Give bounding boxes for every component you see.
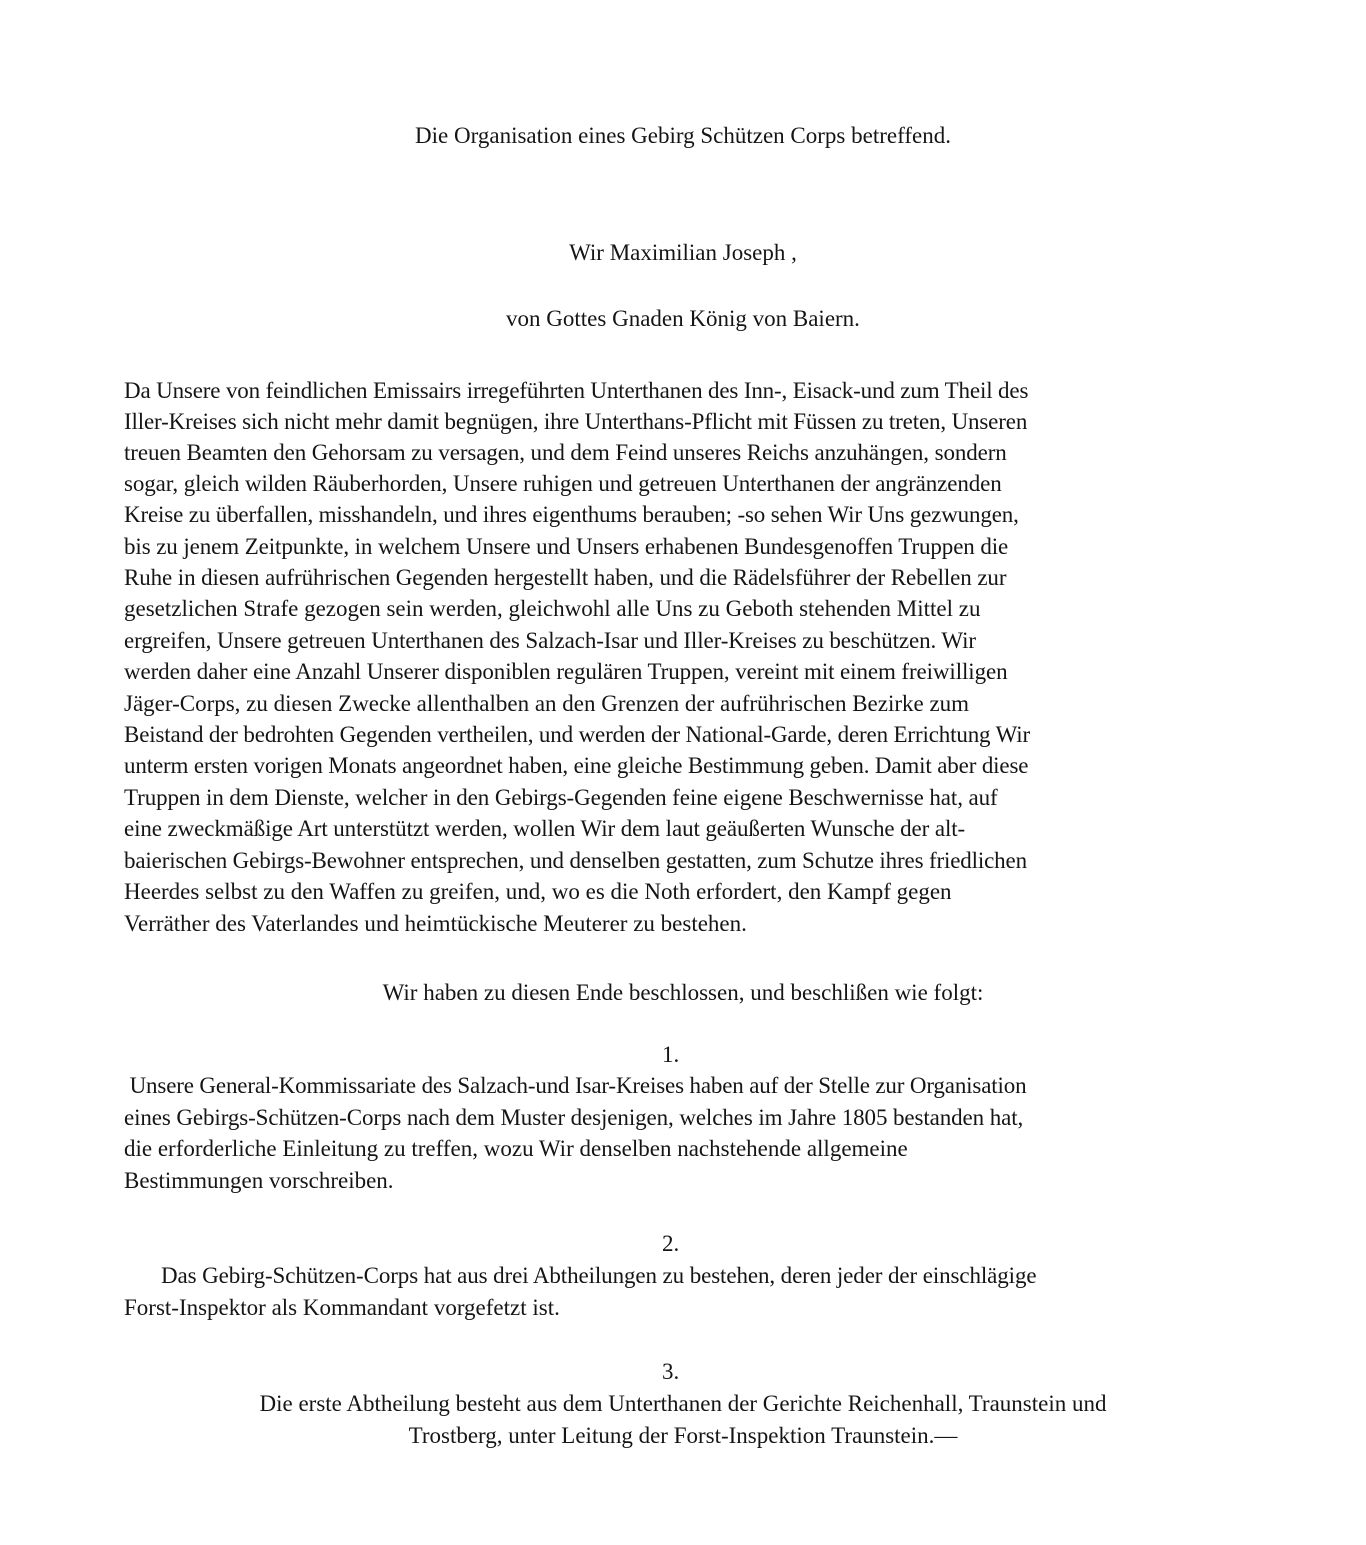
ruler-style: von Gottes Gnaden König von Baiern.: [506, 306, 860, 331]
preamble-line: Jäger-Corps, zu diesen Zwecke allenthalben an den Grenzen der aufrührischen Bezirke zum: [124, 691, 970, 716]
preamble-line: werden daher eine Anzahl Unserer disponiblen regulären Truppen, vereint mit einem freiwilligen: [124, 659, 1008, 684]
preamble-line: ergreifen, Unsere getreuen Unterthanen des Salzach-Isar und Iller-Kreises zu beschützen. Wir: [124, 628, 976, 653]
article-line: eines Gebirgs-Schützen-Corps nach dem Muster desjenigen, welches im Jahre 1805 bestanden hat,: [124, 1105, 1024, 1130]
article-line: Die erste Abtheilung besteht aus dem Unterthanen der Gerichte Reichenhall, Traunstein und: [259, 1391, 1107, 1416]
article-line: die erforderliche Einleitung zu treffen, wozu Wir denselben nachstehende allgemeine: [124, 1136, 908, 1161]
article-number: 3.: [662, 1359, 680, 1384]
preamble-line: gesetzlichen Strafe gezogen sein werden, gleichwohl alle Uns zu Geboth stehenden Mittel zu: [124, 596, 981, 621]
preamble-line: Da Unsere von feindlichen Emissairs irregeführten Unterthanen des Inn-, Eisack-und zum Theil des: [124, 378, 1029, 403]
preamble-line: Beistand der bedrohten Gegenden vertheilen, und werden der National-Garde, deren Errichtung Wir: [124, 722, 1030, 747]
preamble-line: Kreise zu überfallen, misshandeln, und ihres eigenthums berauben; -so sehen Wir Uns gezwungen,: [124, 502, 1019, 527]
document-subject: Die Organisation eines Gebirg Schützen Corps betreffend.: [415, 123, 951, 148]
preamble-line: Verräther des Vaterlandes und heimtückische Meuterer zu bestehen.: [124, 911, 747, 936]
preamble-line: baierischen Gebirgs-Bewohner entsprechen, und denselben gestatten, zum Schutze ihres friedlichen: [124, 848, 1027, 873]
article-line: Unsere General-Kommissariate des Salzach-und Isar-Kreises haben auf der Stelle zur Organisation: [124, 1073, 1027, 1098]
preamble-line: treuen Beamten den Gehorsam zu versagen, und dem Feind unseres Reichs anzuhängen, sondern: [124, 440, 1007, 465]
article-line: Trostberg, unter Leitung der Forst-Inspektion Traunstein.—: [408, 1423, 958, 1448]
preamble-line: unterm ersten vorigen Monats angeordnet haben, eine gleiche Bestimmung geben. Damit aber diese: [124, 753, 1029, 778]
preamble-line: eine zweckmäßige Art unterstützt werden, wollen Wir dem laut geäußerten Wunsche der alt-: [124, 816, 966, 841]
article-line: Bestimmungen vorschreiben.: [124, 1168, 394, 1193]
preamble-line: Ruhe in diesen aufrührischen Gegenden hergestellt haben, und die Rädelsführer der Rebellen zur: [124, 565, 1007, 590]
article-line: Forst-Inspektor als Kommandant vorgefetzt ist.: [124, 1295, 560, 1320]
preamble-line: sogar, gleich wilden Räuberhorden, Unsere ruhigen und getreuen Unterthanen der angränzenden: [124, 471, 1002, 496]
preamble-line: Iller-Kreises sich nicht mehr damit begnügen, ihre Unterthans-Pflicht mit Füssen zu treten, Unseren: [124, 409, 1028, 434]
preamble-line: Truppen in dem Dienste, welcher in den Gebirgs-Gegenden feine eigene Beschwernisse hat, auf: [124, 785, 998, 810]
preamble-line: Heerdes selbst zu den Waffen zu greifen, und, wo es die Noth erfordert, den Kampf gegen: [124, 879, 952, 904]
article-number: 2.: [662, 1231, 680, 1256]
resolution-statement: Wir haben zu diesen Ende beschlossen, und beschlißen wie folgt:: [382, 980, 984, 1005]
article-number: 1.: [662, 1042, 680, 1067]
article-line: Das Gebirg-Schützen-Corps hat aus drei Abtheilungen zu bestehen, deren jeder der einschlägige: [161, 1263, 1037, 1288]
preamble-line: bis zu jenem Zeitpunkte, in welchem Unsere und Unsers erhabenen Bundesgenoffen Truppen die: [124, 534, 1009, 559]
ruler-name: Wir Maximilian Joseph ,: [569, 240, 797, 265]
